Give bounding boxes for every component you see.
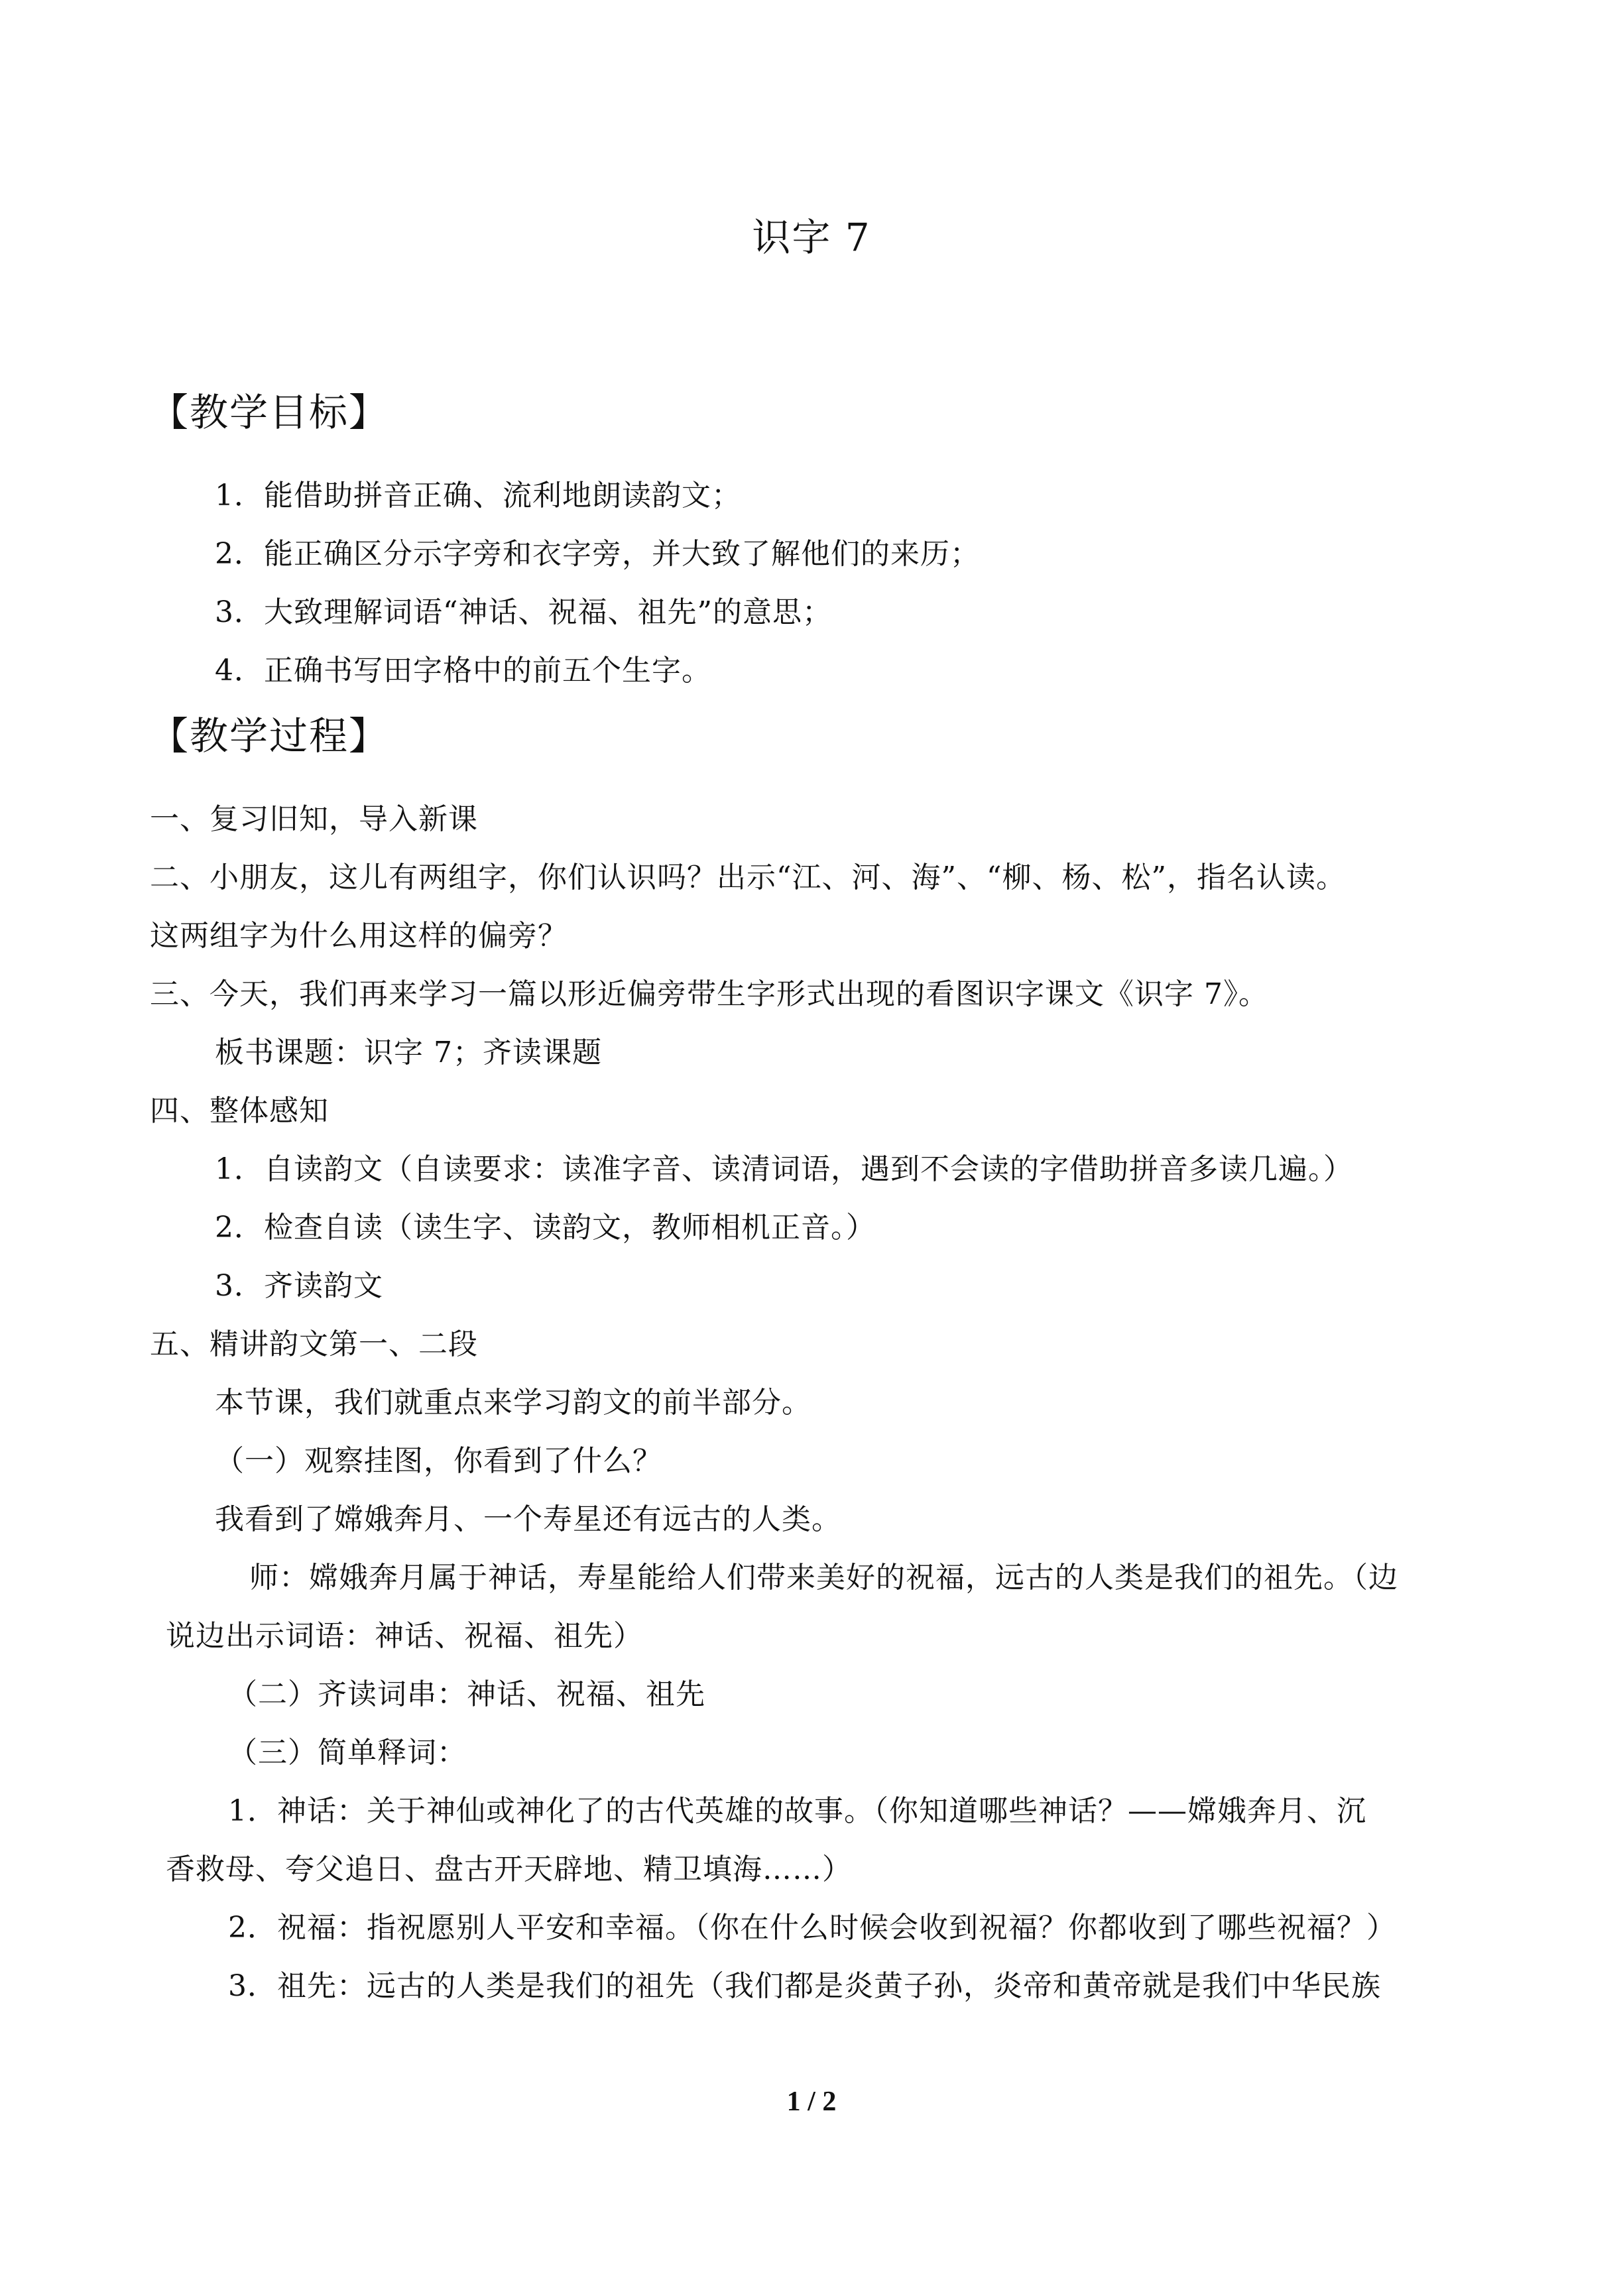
process-line-2: 二、小朋友，这儿有两组字，你们认识吗？出示“江、河、海”、“柳、杨、松”，指名认读。 xyxy=(150,861,1346,894)
process-line-6: 四、整体感知 xyxy=(150,1094,329,1128)
process-line-10: 五、精讲韵文第一、二段 xyxy=(150,1327,478,1361)
process-line-5: 板书课题：识字 7；齐读课题 xyxy=(215,1036,602,1069)
objectives-heading: 【教学目标】 xyxy=(150,390,389,435)
process-line-1: 一、复习旧知，导入新课 xyxy=(150,802,478,836)
process-line-7: 1．自读韵文（自读要求：读准字音、读清词语，遇到不会读的字借助拼音多读几遍。） xyxy=(215,1152,1353,1186)
document-title: 识字 7 xyxy=(752,215,871,260)
process-line-8: 2．检查自读（读生字、读韵文，教师相机正音。） xyxy=(215,1211,876,1244)
process-line-3: 这两组字为什么用这样的偏旁？ xyxy=(150,919,568,953)
process-line-20: 2．祝福：指祝愿别人平安和幸福。（你在什么时候会收到祝福？你都收到了哪些祝福？） xyxy=(228,1911,1396,1945)
objective-item-4: 4．正确书写田字格中的前五个生字。 xyxy=(215,654,711,688)
process-line-13: 我看到了嫦娥奔月、一个寿星还有远古的人类。 xyxy=(215,1502,841,1536)
process-line-9: 3．齐读韵文 xyxy=(215,1269,383,1303)
process-line-14: 师：嫦娥奔月属于神话，寿星能给人们带来美好的祝福，远古的人类是我们的祖先。（边 xyxy=(249,1561,1398,1595)
objective-item-3: 3．大致理解词语“神话、祝福、祖先”的意思； xyxy=(215,595,832,629)
process-line-11: 本节课，我们就重点来学习韵文的前半部分。 xyxy=(215,1386,812,1420)
process-line-4: 三、今天，我们再来学习一篇以形近偏旁带生字形式出现的看图识字课文《识字 7》。 xyxy=(150,977,1268,1011)
objective-item-2: 2．能正确区分示字旁和衣字旁，并大致了解他们的来历； xyxy=(215,537,980,571)
process-line-21: 3．祖先：远古的人类是我们的祖先（我们都是炎黄子孙，炎帝和黄帝就是我们中华民族 xyxy=(228,1969,1381,2003)
process-line-18: 1．神话：关于神仙或神化了的古代英雄的故事。（你知道哪些神话？——嫦娥奔月、沉 xyxy=(228,1794,1366,1828)
process-line-19: 香救母、夸父追日、盘古开天辟地、精卫填海……） xyxy=(166,1852,852,1886)
objective-item-1: 1．能借助拼音正确、流利地朗读韵文； xyxy=(215,479,741,513)
process-line-12: （一）观察挂图，你看到了什么？ xyxy=(215,1444,662,1478)
process-line-16: （二）齐读词串：神话、祝福、祖先 xyxy=(228,1677,705,1711)
process-line-15: 说边出示词语：神话、祝福、祖先） xyxy=(166,1619,643,1653)
page-number: 1 / 2 xyxy=(786,2086,837,2117)
process-line-17: （三）简单释词： xyxy=(228,1736,467,1770)
process-heading: 【教学过程】 xyxy=(150,713,389,758)
